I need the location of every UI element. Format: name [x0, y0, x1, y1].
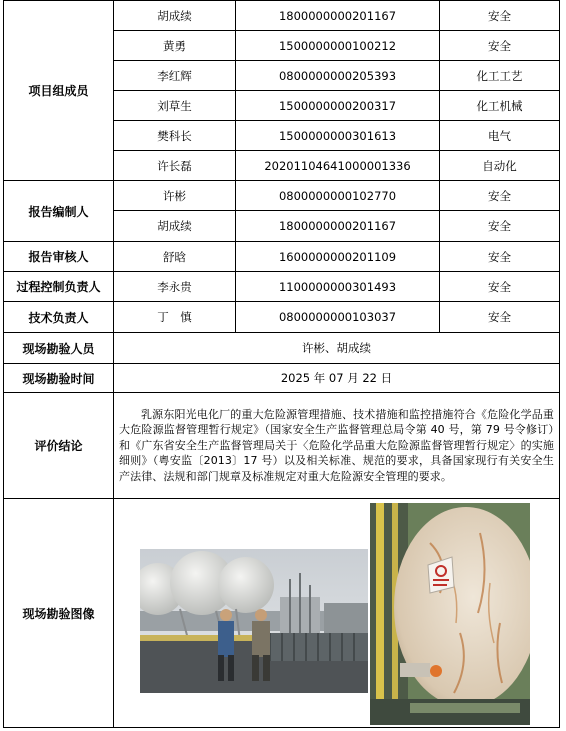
conclusion-text: 乳源东阳光电化厂的重大危险源管理措施、技术措施和监控措施符合《危险化学品重大危险源监督管理暂行规定》（国家安全生产监督管理总局令第 40 号，第 79 号令修订）和《广东省安全生产监督管理局关于〈危险化学品重大危险源监督管理暂行规定〉的实施细则》（粤安监〔2013〕17 号）以及相关标准、规范的要求，具备国家现行有关安全生产法律、法规和部门规章及标准规定对重大危险源安全管理的要求。	[114, 393, 560, 499]
process-control-row	[4, 272, 560, 302]
reviewer-row	[4, 242, 560, 272]
site-images-label: 现场勘验图像	[4, 499, 114, 728]
site-staff-label: 现场勘验人员	[4, 333, 114, 364]
site-time-label: 现场勘验时间	[4, 364, 114, 393]
process-control-id: 1100000000301493	[236, 272, 440, 302]
member-id: 20201104641000001336	[236, 151, 440, 181]
reviewer-name: 舒晗	[114, 242, 236, 272]
site-photos	[114, 499, 559, 727]
member-id: 1500000000200317	[236, 91, 440, 121]
member-name: 许长磊	[114, 151, 236, 181]
member-field: 电气	[440, 121, 560, 151]
technical-lead-label: 技术负责人	[4, 302, 114, 333]
site-time-value: 2025 年 07 月 22 日	[114, 364, 560, 393]
member-id: 0800000000205393	[236, 61, 440, 91]
author-field: 安全	[440, 211, 560, 242]
author-id: 0800000000102770	[236, 181, 440, 211]
member-field: 化工机械	[440, 91, 560, 121]
site-photo-tanks	[140, 549, 368, 693]
tanks-photo-illustration	[140, 549, 368, 693]
reviewer-label: 报告审核人	[4, 242, 114, 272]
evaluation-info-table	[3, 0, 560, 728]
report-author-row	[4, 181, 560, 211]
team-label: 项目组成员	[4, 1, 114, 181]
member-field: 自动化	[440, 151, 560, 181]
member-field: 安全	[440, 31, 560, 61]
member-name: 刘草生	[114, 91, 236, 121]
member-field: 安全	[440, 1, 560, 31]
member-name: 黄勇	[114, 31, 236, 61]
member-id: 1500000000301613	[236, 121, 440, 151]
process-control-label: 过程控制负责人	[4, 272, 114, 302]
technical-lead-name: 丁 慎	[114, 302, 236, 333]
reviewer-id: 1600000000201109	[236, 242, 440, 272]
technical-lead-row	[4, 302, 560, 333]
conclusion-label: 评价结论	[4, 393, 114, 499]
technical-lead-field: 安全	[440, 302, 560, 333]
site-photo-tank-closeup	[370, 503, 530, 725]
reviewer-field: 安全	[440, 242, 560, 272]
site-images-cell	[114, 499, 560, 728]
report-author-label: 报告编制人	[4, 181, 114, 242]
process-control-field: 安全	[440, 272, 560, 302]
technical-lead-id: 0800000000103037	[236, 302, 440, 333]
site-images-row	[4, 499, 560, 728]
member-field: 化工工艺	[440, 61, 560, 91]
member-name: 李红辉	[114, 61, 236, 91]
member-name: 樊科长	[114, 121, 236, 151]
process-control-name: 李永贵	[114, 272, 236, 302]
member-id: 1800000000201167	[236, 1, 440, 31]
team-member-row	[4, 1, 560, 31]
site-time-row	[4, 364, 560, 393]
site-staff-row	[4, 333, 560, 364]
author-field: 安全	[440, 181, 560, 211]
author-id: 1800000000201167	[236, 211, 440, 242]
site-staff-value: 许彬、胡成续	[114, 333, 560, 364]
author-name: 许彬	[114, 181, 236, 211]
author-name: 胡成续	[114, 211, 236, 242]
member-id: 1500000000100212	[236, 31, 440, 61]
member-name: 胡成续	[114, 1, 236, 31]
conclusion-row	[4, 393, 560, 499]
tank-closeup-illustration	[370, 503, 530, 725]
